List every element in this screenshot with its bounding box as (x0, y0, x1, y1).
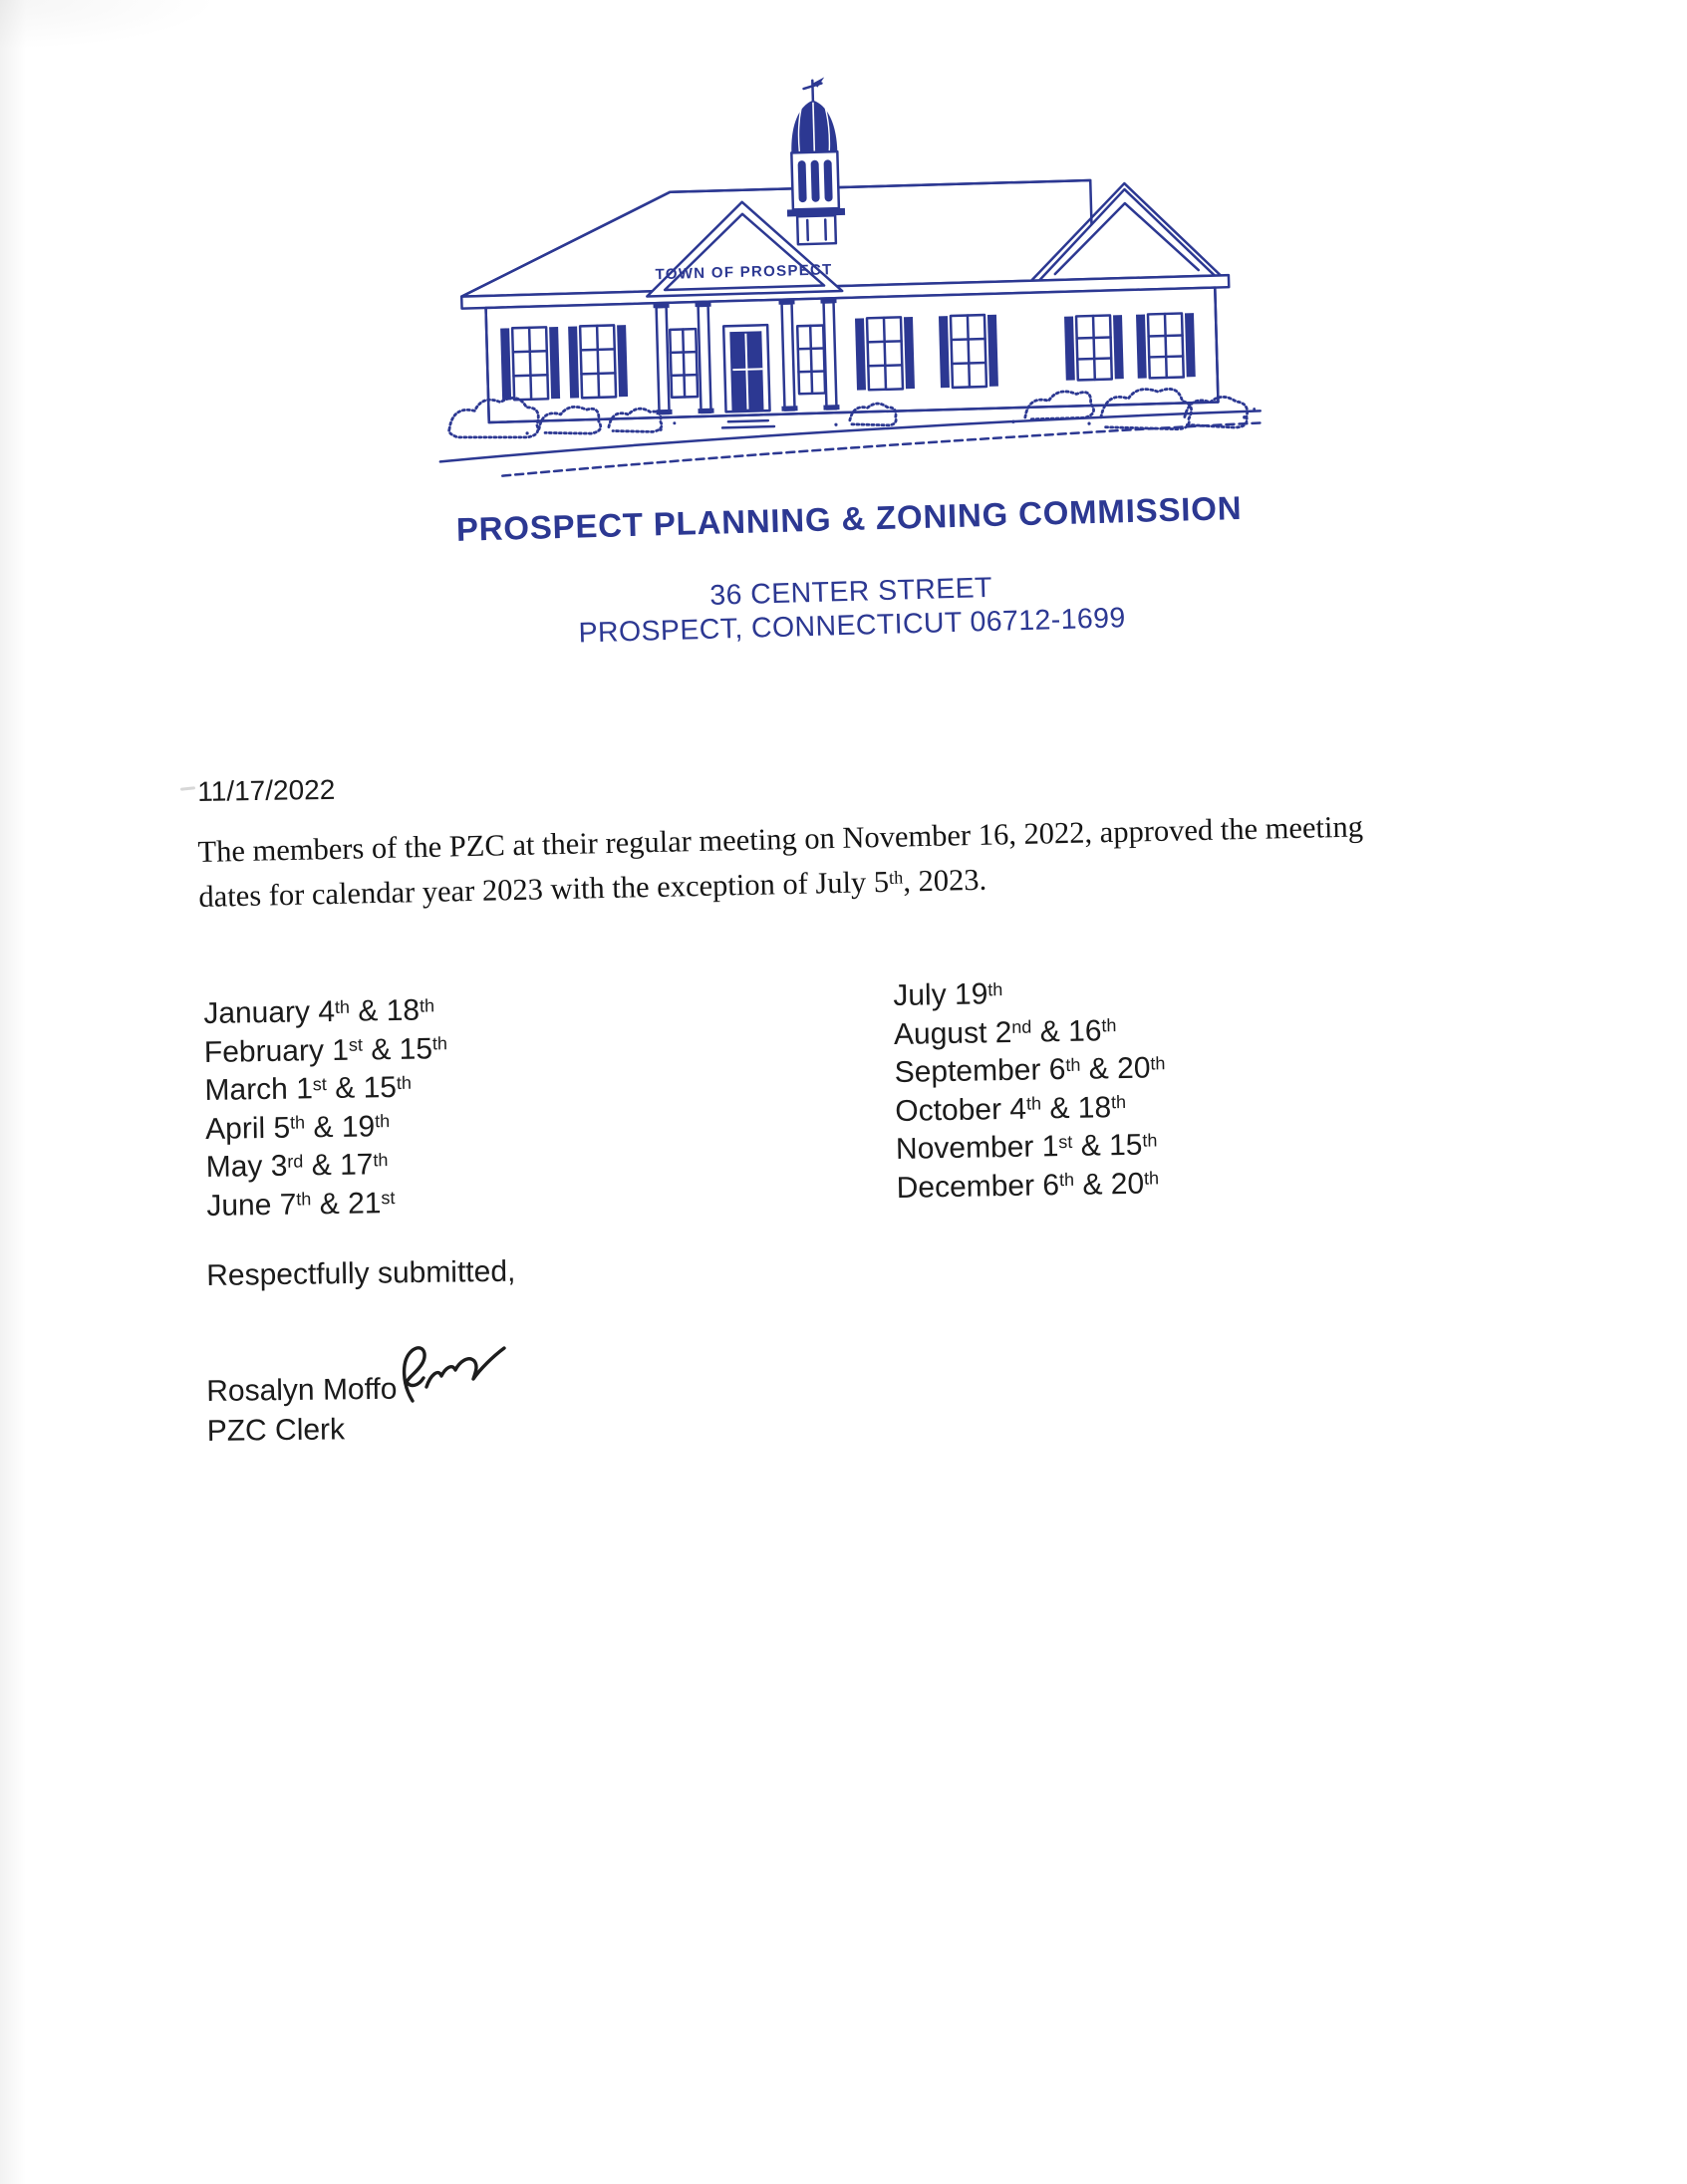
meeting-date-line: December 6th & 20th (896, 1167, 1160, 1205)
meeting-date-line: February 1st & 15th (203, 1031, 448, 1069)
signature-scribble (397, 1335, 526, 1415)
meeting-date-line: October 4th & 18th (895, 1090, 1127, 1128)
signature-block (206, 1370, 398, 1452)
address-line-1: 36 CENTER STREET (708, 571, 993, 612)
meeting-dates-july-december (893, 972, 1168, 1208)
meeting-date-line: November 1st & 15th (895, 1128, 1158, 1166)
front-door (723, 325, 769, 411)
meeting-date-line: September 6th & 20th (894, 1051, 1166, 1089)
letter-body (197, 804, 1364, 919)
handwritten-initials-icon (397, 1335, 526, 1415)
town-hall-drawing (422, 62, 1269, 481)
body-line: The members of the PZC at their regular meeting on November 16, 2022, approved the meeting (197, 809, 1364, 869)
meeting-date-line: March 1st & 15th (204, 1070, 413, 1107)
building-caption: TOWN OF PROSPECT (655, 261, 833, 284)
meeting-date-line: August 2nd & 16th (893, 1013, 1117, 1051)
meeting-date-line: July 19th (893, 977, 1003, 1012)
meeting-date-line: June 7th & 21st (206, 1186, 396, 1223)
address-line-2: PROSPECT, CONNECTICUT 06712-1699 (578, 602, 1127, 650)
pencil-mark-artifact (180, 786, 195, 791)
body-line: dates for calendar year 2023 with the exception of July 5th, 2023. (198, 862, 987, 914)
town-hall-illustration (422, 62, 1269, 481)
cupola (783, 77, 846, 245)
meeting-date-line: May 3rd & 17th (205, 1148, 389, 1184)
valediction: Respectfully submitted, (206, 1254, 516, 1292)
letter-date: 11/17/2022 (197, 773, 336, 807)
letterhead-address (8, 551, 1687, 666)
signer-role: PZC Clerk (206, 1413, 346, 1448)
meeting-date-line: April 5th & 19th (204, 1109, 391, 1146)
meeting-dates-january-june (203, 991, 450, 1226)
organization-name: PROSPECT PLANNING & ZONING COMMISSION (455, 488, 1243, 548)
letterhead (0, 0, 1687, 681)
meeting-date-line: January 4th & 18th (203, 993, 435, 1030)
signer-name: Rosalyn Moffo (206, 1372, 398, 1408)
